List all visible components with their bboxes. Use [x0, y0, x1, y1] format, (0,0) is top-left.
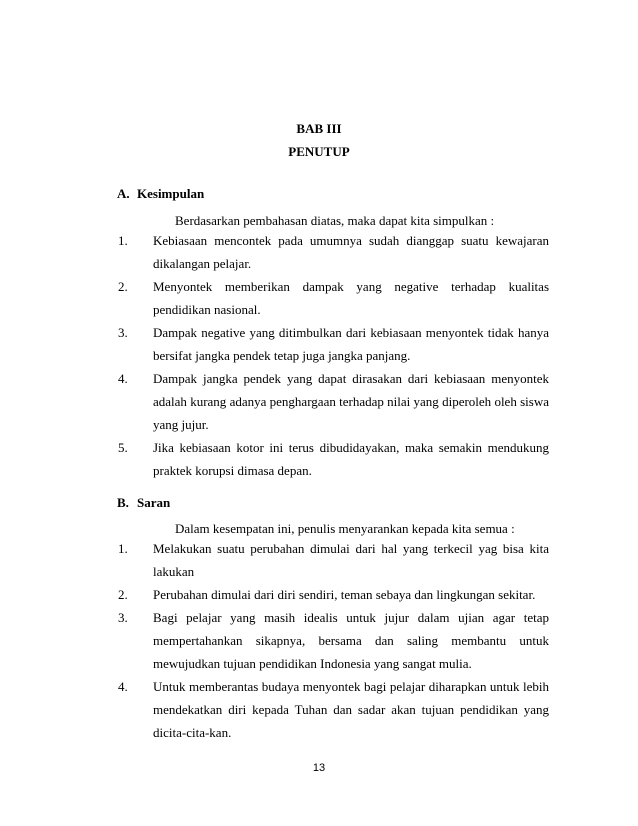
list-item	[118, 321, 549, 367]
section-b-title: Saran	[137, 495, 171, 510]
item-text: Dampak jangka pendek yang dapat dirasakan dari kebiasaan menyontek adalah kurang adanya penghargaan terhadap nilai yang diperoleh oleh siswa yang jujur.	[153, 371, 549, 432]
item-text: Kebiasaan mencontek pada umumnya sudah dianggap suatu kewajaran dikalangan pelajar.	[153, 233, 549, 271]
item-number: 1.	[118, 233, 128, 248]
list-item	[118, 583, 549, 606]
item-number: 4.	[118, 679, 128, 694]
item-text: Melakukan suatu perubahan dimulai dari hal yang terkecil yag bisa kita lakukan	[153, 541, 549, 579]
list-item	[118, 275, 549, 321]
item-number: 3.	[118, 325, 128, 340]
item-text: Dampak negative yang ditimbulkan dari kebiasaan menyontek tidak hanya bersifat jangka pendek tetap juga jangka panjang.	[153, 325, 549, 363]
list-item	[118, 537, 549, 583]
conclusion-list	[118, 229, 549, 482]
list-item	[118, 606, 549, 675]
chapter-number: BAB III	[296, 121, 342, 136]
page-number: 13	[312, 762, 326, 774]
section-b-heading	[117, 495, 170, 511]
section-a-title: Kesimpulan	[137, 186, 205, 201]
section-a-intro: Berdasarkan pembahasan diatas, maka dapat kita simpulkan :	[175, 213, 495, 228]
item-text: Perubahan dimulai dari diri sendiri, teman sebaya dan lingkungan sekitar.	[153, 587, 536, 602]
item-number: 4.	[118, 371, 128, 386]
item-number: 3.	[118, 610, 128, 625]
item-text: Menyontek memberikan dampak yang negative terhadap kualitas pendidikan nasional.	[153, 279, 549, 317]
section-b-intro: Dalam kesempatan ini, penulis menyarankan kepada kita semua :	[175, 521, 515, 536]
list-item	[118, 436, 549, 482]
item-number: 1.	[118, 541, 128, 556]
list-item	[118, 675, 549, 744]
item-number: 2.	[118, 279, 128, 294]
item-number: 2.	[118, 587, 128, 602]
section-b-letter: B.	[117, 495, 129, 510]
item-text: Bagi pelajar yang masih idealis untuk jujur dalam ujian agar tetap mempertahankan sikapnya, bersama dan saling membantu untuk mewujudkan tujuan pendidikan Indonesia yang sangat mulia.	[153, 610, 549, 671]
suggestion-list	[118, 537, 549, 744]
section-a-heading	[117, 186, 204, 202]
list-item	[118, 229, 549, 275]
item-number: 5.	[118, 440, 128, 455]
item-text: Untuk memberantas budaya menyontek bagi pelajar diharapkan untuk lebih mendekatkan diri kepada Tuhan dan sadar akan tujuan pendidikan yang dicita-cita-kan.	[153, 679, 549, 740]
chapter-title: PENUTUP	[288, 144, 350, 159]
list-item	[118, 367, 549, 436]
item-text: Jika kebiasaan kotor ini terus dibudidayakan, maka semakin mendukung praktek korupsi dimasa depan.	[153, 440, 549, 478]
section-a-letter: A.	[117, 186, 130, 201]
